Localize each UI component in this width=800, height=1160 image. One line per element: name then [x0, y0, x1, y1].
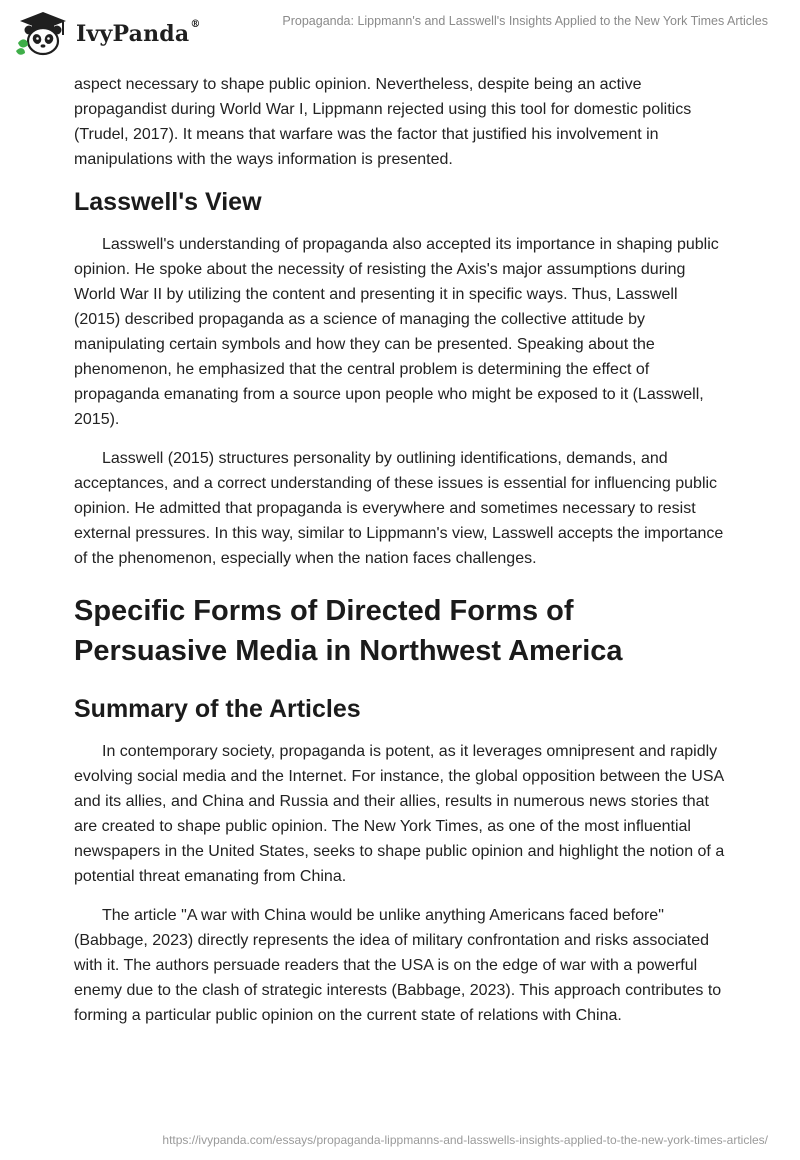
paragraph-lasswell-2: Lasswell (2015) structures personality by outlining identifications, demands, and acceptances, and a correct understanding of these issues is essential for influencing public opinion. He admitted that propaganda is everywhere and sometimes necessary to resist external pressures. In this way, similar to Lippmann's view, Lasswell accepts the importance of the phenomenon, especially when the nation faces challenges.: [74, 450, 724, 567]
paragraph-summary-1: In contemporary society, propaganda is potent, as it leverages omnipresent and rapidly evolving social media and the Internet. For instance, the global opposition between the USA and its allies, and China and Russia and their allies, results in numerous news stories that are created to shape public opinion. The New York Times, as one of the most influential newspapers in the United States, seeks to shape public opinion and highlight the notion of a potential threat emanating from China.: [74, 743, 725, 885]
panda-graduate-icon: [14, 9, 72, 57]
running-title: Propaganda: Lippmann's and Lasswell's Insights Applied to the New York Times Articles: [282, 14, 768, 28]
source-url-link[interactable]: https://ivypanda.com/essays/propaganda-lippmanns-and-lasswells-insights-applied-to-the-new-york-times-articles/: [162, 1133, 768, 1147]
logo-wordmark: IvyPanda®: [76, 19, 201, 47]
ivypanda-logo[interactable]: [14, 9, 201, 57]
page-header: [0, 0, 800, 66]
paragraph-intro: aspect necessary to shape public opinion. Nevertheless, despite being an active propagandist during World War I, Lippmann rejected using this tool for domestic politics (Trudel, 2017). It means that warfare was the factor that justified his involvement in manipulations with the ways information is presented.: [74, 76, 692, 168]
paragraph-summary-2: The article "A war with China would be unlike anything Americans faced before" (Babbage, 2023) directly represents the idea of military confrontation and risks associated with it. The authors persuade readers that the USA is on the edge of war with a powerful enemy due to the clash of strategic interests (Babbage, 2023). This approach contributes to forming a particular public opinion on the current state of relations with China.: [74, 907, 722, 1024]
heading-summary-of-articles: Summary of the Articles: [74, 695, 361, 723]
heading-lasswells-view: Lasswell's View: [74, 188, 262, 216]
article-body: [74, 72, 726, 1042]
heading-specific-forms: Specific Forms of Directed Forms of Persuasive Media in Northwest America: [74, 595, 623, 667]
paragraph-lasswell-1: Lasswell's understanding of propaganda also accepted its importance in shaping public opinion. He spoke about the necessity of resisting the Axis's major assumptions during World War II by utilizing the content and presenting it in specific ways. Thus, Lasswell (2015) described propaganda as a science of managing the collective attitude by manipulating certain symbols and how they can be presented. Speaking about the phenomenon, he emphasized that the central problem is determining the effect of propaganda emanating from a source upon people who might be exposed to it (Lasswell, 2015).: [74, 236, 719, 428]
